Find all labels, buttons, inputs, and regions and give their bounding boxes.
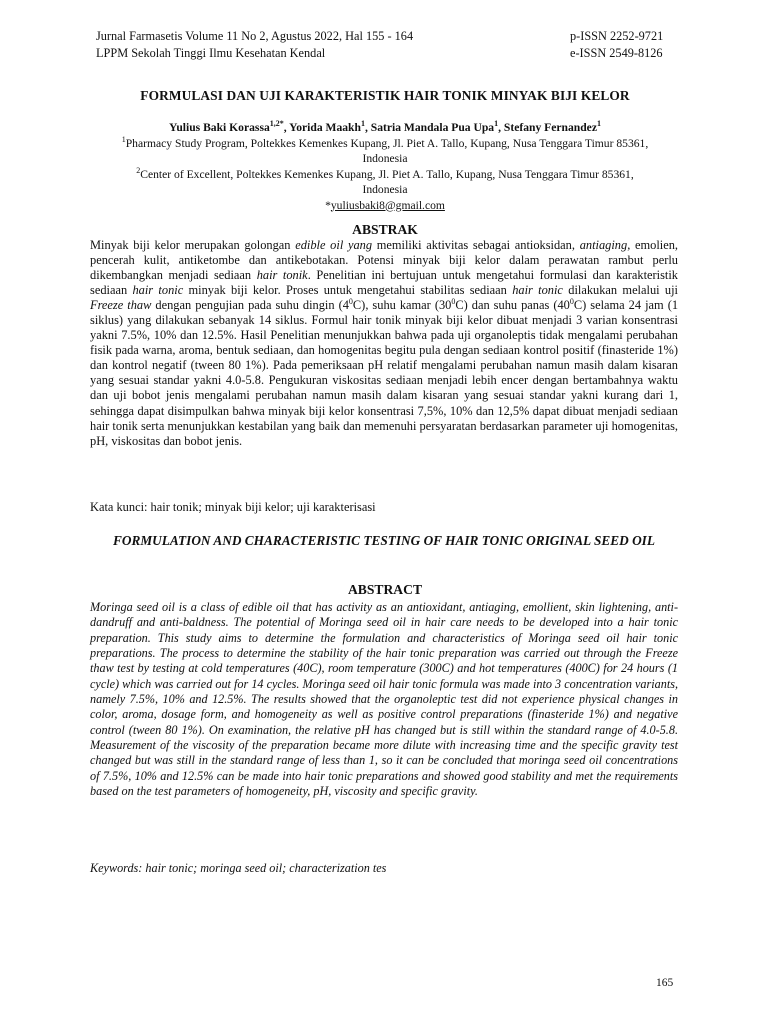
paper-title: FORMULASI DAN UJI KARAKTERISTIK HAIR TONIK MINYAK BIJI KELOR — [140, 88, 630, 103]
abstract-body: Moringa seed oil is a class of edible oil that has activity as an antioxidant, antiaging, emollient, skin lightening, anti-dandruff and anti-baldness. The potential of Moringa seed oil in hair care needs to be developed into a hair tonic preparation. This study aims to determine the formulation and characteristics of Moringa seed oil hair tonic preparations. The process to determine the stability of the hair tonic preparation was carried out through the Freeze thaw test by testing at cold temperatures (40C), room temperature (300C) and hot temperatures (400C) for 24 hours (1 cycle) which was carried out for 14 cycles. Moringa seed oil hair tonic formula was made into 3 concentration variants, namely 7.5%, 10% and 12.5%. The results showed that the organoleptic test did not experience physical changes in color, aroma, dosage form, and homogeneity as well as positive control preparations (finasteride 1%) and negative control (tween 80 1%). On examination, the relative pH has changed but is still within the standard range of 4.0-5.8. Measurement of the viscosity of the preparation became more dilute with increasing time and the specific gravity test changed but was still in the standard range of less than 1, so it can be concluded that moringa seed oil concentrations of 7.5%, 10% and 12.5% can be made into hair tonic preparations and showed good stability and met the requirements based on the test parameters of homogeneity, pH, viscosity and specific gravity. — [90, 600, 678, 799]
affiliation-1-country: Indonesia — [362, 152, 408, 165]
affiliation-1: $^1$Pharmacy Study Program, Poltekkes Kemenkes Kupang, Jl. Piet A. Tallo, Kupang, Nusa Tenggara Timur 85361, — [121, 134, 649, 150]
abstrak-body: Minyak biji kelor merupakan golongan edible oil yang memiliki aktivitas sebagai antioksidan, antiaging, emolien, pencerah kulit, antiketombe dan antikebotakan. Potensi minyak biji kelor dalam perawatan rambut perlu dikembangkan menjadi sediaan hair tonik. Penelitian ini bertujuan untuk mengetahui formulasi dan karakteristik sediaan hair tonic minyak biji kelor. Proses untuk mengetahui stabilitas sediaan hair tonic dilakukan melalui uji Freeze thaw dengan pengujian pada suhu dingin $(4^0C)$, suhu kamar $(30^0C)$ dan suhu panas $(40^0C)$ selama 24 jam (1 siklus) yang dilakukan sebanyak 14 siklus. Formul hair tonik minyak biji kelor dibuat menjadi 3 varian konsentrasi yakni 7.5%, 10% dan 12.5%. Hasil Penelitian menunjukkan bahwa pada uji organoleptis tidak mengalami perubahan fisik pada warna, aroma, bentuk sediaan, dan homogenitas begitu pula dengan sediaan kontrol positif (finasteride 1%) dan kontrol negatif (tween 80 1%). Pada pemeriksaan pH relatif mengalami perubahan namun masih dalam kisaran yang sesuai standar yakni 4.0-5.8. Pengukuran viskositas sediaan menjadi lebih encer dengan bertambahnya waktu dan uji bobot jenis mengalami perubahan namun masih dalam kisaran yang sesuai standar yakni kurang dari 1, sehingga dapat disimpulkan bahwa minyak biji kelor konsentrasi 7,5%, 10% dan 12,5% dapat dibuat menjadi sediaan hair tonik serta menunjukkan kestabilan yang baik dan memenuhi persyaratan berdasarkan parameter uji homogenitas, pH, viskositas dan bobot jenis. — [90, 238, 679, 448]
p-issn: p-ISSN 2252-9721 — [570, 29, 664, 43]
author-affiliation-mark: 1 — [596, 119, 601, 129]
author-block — [92, 120, 678, 213]
publisher: LPPM Sekolah Tinggi Ilmu Kesehatan Kendal — [96, 45, 326, 60]
keywords: Keywords: hair tonic; moringa seed oil; characterization tes — [90, 861, 387, 875]
kata-kunci: Kata kunci: hair tonik; minyak biji kelor; uji karakterisasi — [90, 500, 376, 514]
affiliation-2-country: Indonesia — [362, 183, 408, 196]
email-link[interactable]: yuliusbaki8@gmail.com — [330, 198, 445, 212]
author-name: Yorida Maakh — [289, 121, 361, 134]
page-number: 165 — [656, 977, 674, 989]
running-header — [96, 28, 670, 61]
abstract-heading: ABSTRACT — [347, 582, 423, 597]
author-name: Yulius Baki Korassa — [169, 121, 270, 134]
author-affiliation-mark: 1 — [494, 119, 499, 129]
author-affiliation-mark: 1 — [360, 119, 365, 129]
english-title: FORMULATION AND CHARACTERISTIC TESTING OF HAIR TONIC ORIGINAL SEED OIL — [113, 533, 655, 548]
journal-citation: Jurnal Farmasetis Volume 11 No 2, Agustus 2022, Hal 155 - 164 — [96, 29, 414, 43]
author-affiliation-mark: 1,2* — [269, 119, 284, 129]
abstrak-heading: ABSTRAK — [352, 222, 418, 237]
e-issn: e-ISSN 2549-8126 — [570, 45, 663, 60]
author-list: Yulius Baki Korassa$^{1,2*}$, Yorida Maakh$^1$, Satria Mandala Pua Upa$^1$, Stefany Fernandez$^1$ — [169, 119, 601, 134]
corresponding-email: *yuliusbaki8@gmail.com — [325, 198, 445, 212]
affiliation-2: $^2$Center of Excellent, Poltekkes Kemenkes Kupang, Jl. Piet A. Tallo, Kupang, Nusa Tenggara Timur 85361, — [136, 165, 634, 181]
author-name: Satria Mandala Pua Upa — [370, 121, 495, 134]
author-name: Stefany Fernandez — [503, 121, 597, 134]
